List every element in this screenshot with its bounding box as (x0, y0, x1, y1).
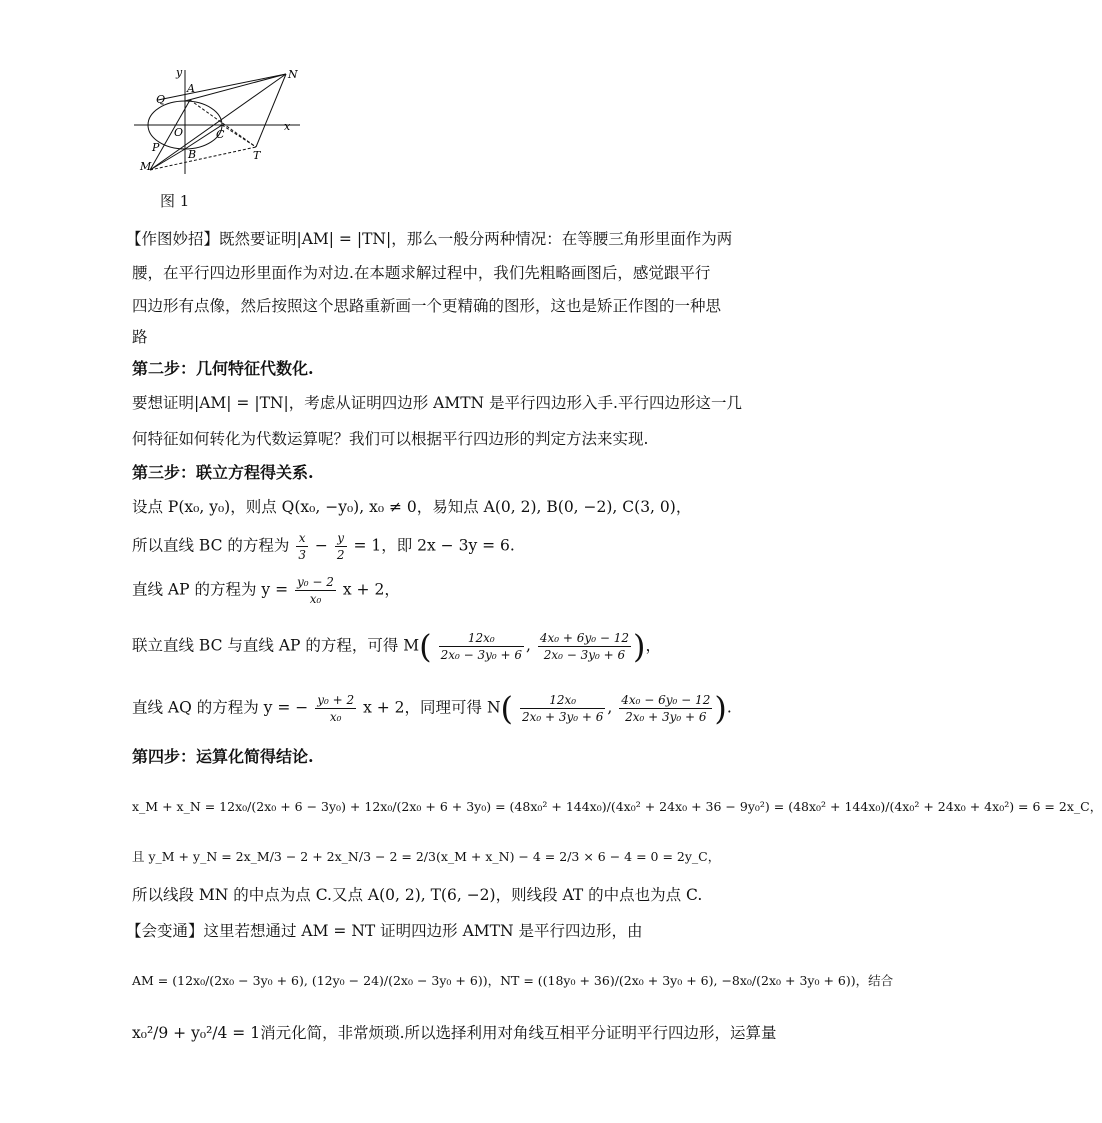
step3-line1: 设点 P(x₀, y₀)，则点 Q(x₀, −y₀), x₀ ≠ 0，易知点 A(0, 2), B(0, −2), C(3, 0)， (132, 498, 692, 516)
step3-line3: 直线 AP 的方程为 y = $\frac{\text{y₀ − 2}}{\text{x₀}}$ x + 2， (132, 575, 400, 606)
huibiantong-line1: 【会变通】这里若想通过 AM = NT 证明四边形 AMTN 是平行四边形，由 (126, 922, 643, 940)
figure-caption: 图 1 (160, 192, 190, 210)
step3-line5: 直线 AQ 的方程为 y = − $\frac{\text{y₀ + 2}}{\text{x₀}}$ x + 2，同理可得 N( $\frac{\text{12x₀}}{\text{2x₀ + 3y₀ + 6}}$ , $\frac{\text{4x₀ − 6y₀ − 12}}{\text{2x₀ + 3y₀ + 6}}$ ). (132, 689, 732, 728)
step4-line3: 所以线段 MN 的中点为点 C.又点 A(0, 2), T(6, −2)，则线段 AT 的中点也为点 C. (132, 886, 703, 904)
label-M: M (140, 160, 152, 173)
para1-line3: 四边形有点像，然后按照这个思路重新画一个更精确的图形，这也是矫正作图的一种思 (132, 297, 722, 315)
figure-1 (128, 62, 308, 180)
step3-line2: 所以直线 BC 的方程为 $\frac{x}{3}$ − $\frac{y}{2}$ = 1，即 2x − 3y = 6. (132, 531, 515, 562)
step4-formula1: x_M + x_N = 12x₀/(2x₀ + 6 − 3y₀) + 12x₀/(2x₀ + 6 + 3y₀) = (48x₀² + 144x₀)/(4x₀² + 24x₀ + 36 − 9y₀²) = (48x₀² + 144x₀)/(4x₀² + 24x₀ + 4x₀²) = 6 = 2x_C， (132, 799, 1102, 814)
label-A: A (187, 82, 195, 95)
huibiantong-line2: AM = (12x₀/(2x₀ − 3y₀ + 6), (12y₀ − 24)/(2x₀ − 3y₀ + 6))，NT = ((18y₀ + 36)/(2x₀ + 3y₀ + 6), −8x₀/(2x₀ + 3y₀ + 6))，结合 (132, 973, 894, 988)
para1-line2: 腰，在平行四边形里面作为对边.在本题求解过程中，我们先粗略画图后，感觉跟平行 (132, 264, 711, 282)
label-x: x (284, 120, 291, 133)
step3-heading: 第三步：联立方程得关系. (132, 463, 314, 482)
label-B: B (188, 148, 197, 161)
label-N: N (288, 68, 298, 81)
geometry-diagram (128, 62, 308, 180)
label-T: T (253, 149, 261, 162)
step3-line4: 联立直线 BC 与直线 AP 的方程，可得 M( $\frac{\text{12x₀}}{\text{2x₀ − 3y₀ + 6}}$ , $\frac{\text{4x₀ + 6y₀ − 12}}{\text{2x₀ − 3y₀ + 6}}$ )， (132, 627, 661, 666)
para1-line1: 【作图妙招】既然要证明|AM| = |TN|，那么一般分两种情况：在等腰三角形里面作为两 (126, 230, 733, 248)
step2-line1: 要想证明|AM| = |TN|，考虑从证明四边形 AMTN 是平行四边形入手.平行四边形这一几 (132, 394, 742, 412)
step2-line2: 何特征如何转化为代数运算呢？我们可以根据平行四边形的判定方法来实现. (132, 430, 649, 448)
para1-line4: 路 (132, 328, 148, 346)
step4-heading: 第四步：运算化简得结论. (132, 747, 314, 766)
step4-formula2: 且 y_M + y_N = 2x_M/3 − 2 + 2x_N/3 − 2 = 2/3(x_M + x_N) − 4 = 2/3 × 6 − 4 = 0 = 2y_C， (132, 849, 721, 864)
label-P: P (152, 141, 160, 154)
label-y: y (176, 66, 183, 79)
label-Q: Q (156, 93, 166, 106)
label-C: C (216, 128, 225, 141)
huibiantong-line3: x₀²/9 + y₀²/4 = 1消元化简，非常烦琐.所以选择利用对角线互相平分证明平行四边形，运算量 (132, 1024, 777, 1042)
label-O: O (174, 126, 184, 139)
step2-heading: 第二步：几何特征代数化. (132, 359, 314, 378)
